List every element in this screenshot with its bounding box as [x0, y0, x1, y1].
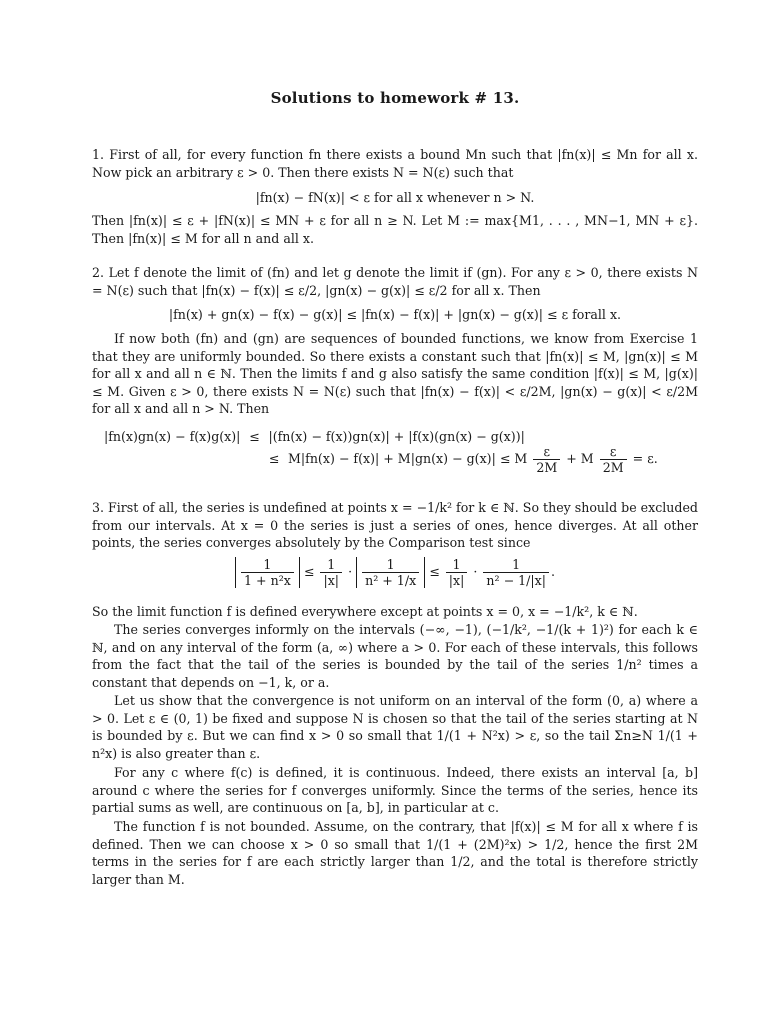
fraction-eps-over-2m: $\frac{\varepsilon}{2M}$	[600, 444, 627, 475]
problem-1-equation: |fn(x) − fN(x)| < ε for all x whenever n > N.	[255, 190, 535, 205]
align-lhs: |fn(x)gn(x) − f(x)g(x)|	[104, 429, 241, 444]
problem-1-conclusion: Then |fn(x)| ≤ ε + |fN(x)| ≤ MN + ε for all n ≥ N. Let M := max{M1, . . . , MN−1, MN + ε}. Then |fn(x)| ≤ M for all n and all x.	[92, 213, 698, 246]
fraction-eps-over-2m: $\frac{\varepsilon}{2M}$	[533, 444, 560, 475]
align-relation: ≤	[268, 451, 280, 466]
plus-m: + M	[566, 451, 594, 466]
problem-2-bounded-paragraph: If now both (fn) and (gn) are sequences of bounded functions, we know from Exercise 1 that they are uniformly bounded. So there exists a constant such that |fn(x)| ≤ M, |gn(x)| ≤ M for all x and all n ∈ ℕ. Then the limits f and g also satisfy the same condition |f(x)| ≤ M, |g(x)| ≤ M. Given ε > 0, there exists N = N(ε) such that |fn(x) − f(x)| < ε/2M, |gn(x) − g(x)| < ε/2M for all x and all n > N. Then	[92, 331, 698, 417]
abs-term: $\frac{1}{\text{1 + n²x}}$	[235, 557, 300, 588]
problem-1-text: 1. First of all, for every function fn there exists a bound Mn such that |fn(x)| ≤ Mn for all x. Now pick an arbitrary ε > 0. Then there exists N = N(ε) such that	[92, 147, 698, 180]
problem-2-text: 2. Let f denote the limit of (fn) and let g denote the limit if (gn). For any ε > 0, there exists N = N(ε) such that |fn(x) − f(x)| ≤ ε/2, |gn(x) − g(x)| ≤ ε/2 for all x. Then	[92, 265, 698, 298]
problem-2-align-line-1	[104, 428, 525, 446]
align-rhs: M|fn(x) − f(x)| + M|gn(x) − g(x)| ≤ M	[288, 451, 528, 466]
problem-3-unbounded: The function f is not bounded. Assume, on the contrary, that |f(x)| ≤ M for all x where f is defined. Then we can choose x > 0 so small that 1/(1 + (2M)²x) > 1/2, hence the first 2M terms in the series for f are each strictly larger than 1/2, and the total is therefore strictly larger than M.	[92, 819, 698, 887]
abs-term: $\frac{1}{\text{n² + 1/x}}$	[356, 557, 425, 588]
problem-3-non-uniform: Let us show that the convergence is not uniform on an interval of the form (0, a) where a > 0. Let ε ∈ (0, 1) be fixed and suppose N is chosen so that the tail of the series starting at N is bounded by ε. But we can find x > 0 so small that 1/(1 + N²x) > ε, so the tail Σn≥N 1/(1 + n²x) is also greater than ε.	[92, 693, 698, 761]
align-rhs: |(fn(x) − f(x))gn(x)| + |f(x)(gn(x) − g(x))|	[268, 429, 525, 444]
problem-2-align-line-2	[264, 444, 658, 475]
problem-3-continuity: For any c where f(c) is defined, it is continuous. Indeed, there exists an interval [a, b] around c where the series for f converges uniformly. Since the terms of the series, hence its partial sums as well, are continuous on [a, b], in particular at c.	[92, 765, 698, 816]
problem-3-text: 3. First of all, the series is undefined at points x = −1/k² for k ∈ ℕ. So they should be excluded from our intervals. At x = 0 the series is just a series of ones, hence diverges. At all other points, the series converges absolutely by the Comparison test since	[92, 500, 698, 551]
align-relation: ≤	[249, 429, 260, 444]
problem-3-comparison-inequality: $\frac{1}{\text{1 + n²x}}$ ≤ $\frac{1}{|x|}$ · $\frac{1}{\text{n² + 1/x}}$ ≤ $\frac{1}{|x|}$ · $\frac{1}{\text{n² − 1/|x|}}$ .	[92, 557, 698, 588]
problem-3-uniform-intervals: The series converges informly on the intervals (−∞, −1), (−1/k², −1/(k + 1)²) for each k ∈ ℕ, and on any interval of the form (a, ∞) where a > 0. For each of these intervals, this follows from the fact that the tail of the series is bounded by the tail of the series 1/n² times a constant that depends on −1, k, or a.	[92, 622, 698, 690]
align-end: = ε.	[632, 451, 658, 466]
problem-3-limit-domain: So the limit function f is defined everywhere except at points x = 0, x = −1/k², k ∈ ℕ.	[92, 604, 638, 619]
problem-2-equation: |fn(x) + gn(x) − f(x) − g(x)| ≤ |fn(x) − f(x)| + |gn(x) − g(x)| ≤ ε forall x.	[168, 307, 622, 322]
page-title: Solutions to homework # 13.	[270, 89, 520, 107]
